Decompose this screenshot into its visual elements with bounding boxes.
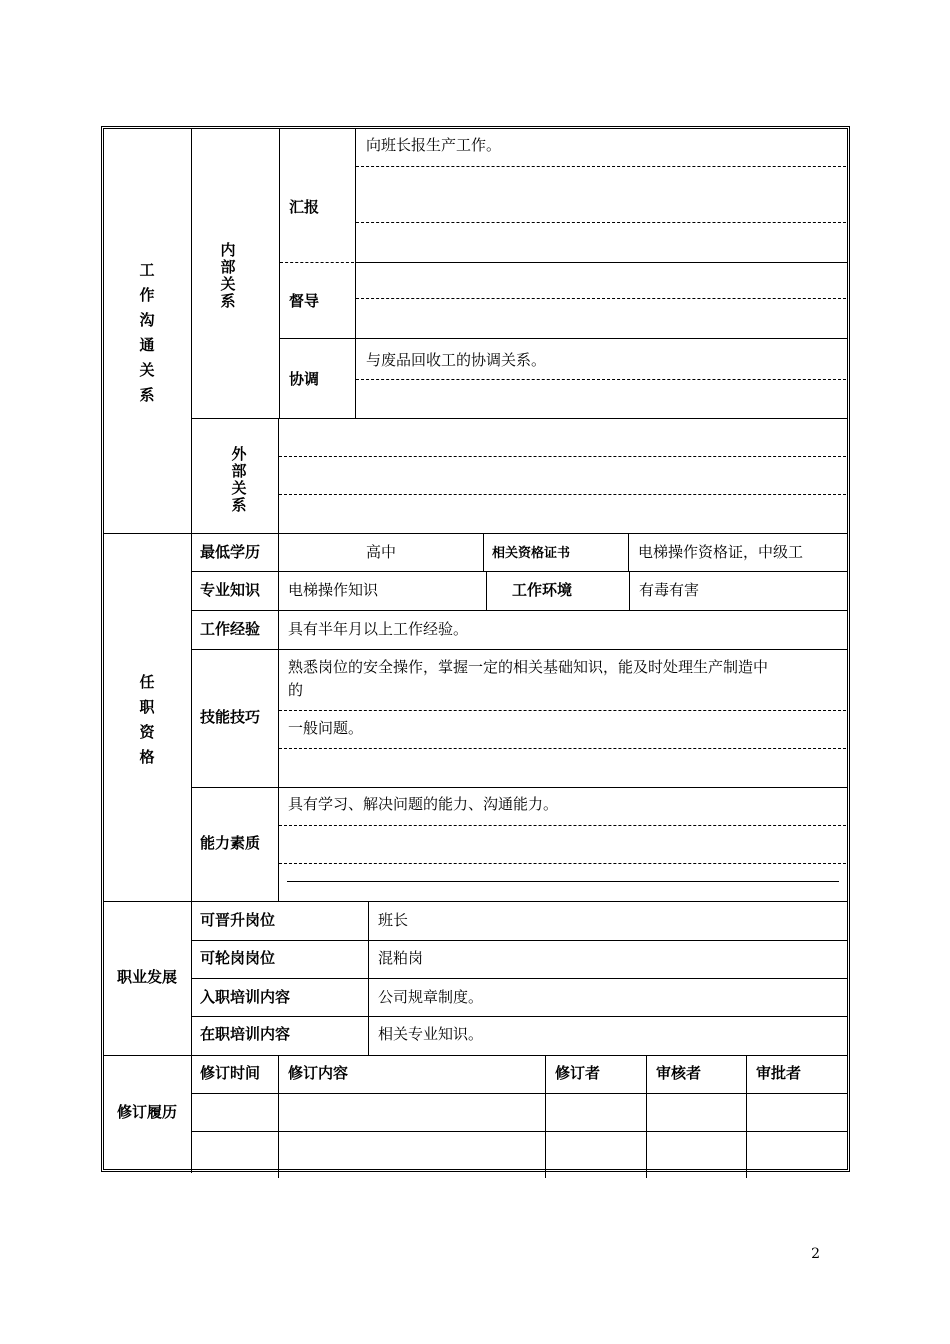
dashed-line [356,298,846,299]
onboarding-label: 入职培训内容 [200,988,291,1006]
supervise-label: 督导 [289,292,320,310]
coordinate-text: 与废品回收工的协调关系。 [366,351,547,369]
column-divider [278,418,279,533]
revision-section-label: 修订履历 [116,1103,177,1121]
dashed-line [356,379,846,380]
row-divider [191,940,848,941]
skills-line-1: 熟悉岗位的安全操作，掌握一定的相关基础知识，能及时处理生产制造中 [288,658,769,676]
column-divider [278,533,279,901]
row-divider [191,418,848,419]
dashed-line [279,825,846,826]
external-relations-label: 外 部 关 系 [231,445,247,514]
ability-value: 具有学习、解决问题的能力、沟通能力。 [288,795,559,813]
skills-label: 技能技巧 [200,708,261,726]
onboarding-value: 公司规章制度。 [378,988,484,1006]
row-divider [191,610,848,611]
rotation-value: 混粕岗 [378,949,424,967]
column-divider [486,571,487,610]
column-divider [483,533,484,571]
ability-label: 能力素质 [200,834,261,852]
report-text: 向班长报生产工作。 [366,136,502,154]
revision-header-reviewer: 审核者 [656,1064,702,1082]
row-divider [191,787,848,788]
column-divider [278,1055,279,1178]
experience-label: 工作经验 [200,620,261,638]
environment-label: 工作环境 [512,581,573,599]
skills-line-2: 的 [288,681,304,699]
coordinate-label: 协调 [289,370,320,388]
promotion-label: 可晋升岗位 [200,911,276,929]
row-divider [191,978,848,979]
certificate-label: 相关资格证书 [492,546,571,561]
knowledge-value: 电梯操作知识 [288,581,379,599]
column-divider [629,571,630,610]
revision-header-time: 修订时间 [200,1064,261,1082]
dashed-line [356,222,846,223]
dashed-line [279,494,846,495]
inservice-label: 在职培训内容 [200,1025,291,1043]
dashed-line [279,748,846,749]
page-number: 2 [811,1246,820,1262]
promotion-value: 班长 [378,911,409,929]
row-divider [191,571,848,572]
experience-value: 具有半年月以上工作经验。 [288,620,469,638]
row-divider [280,338,848,339]
column-divider [746,1055,747,1178]
column-divider [545,1055,546,1178]
column-divider [646,1055,647,1178]
dashed-line [279,710,846,711]
knowledge-label: 专业知识 [200,581,261,599]
row-divider [191,1131,848,1132]
internal-relations-label: 内 部 关 系 [220,241,236,310]
certificate-value: 电梯操作资格证，中级工 [638,543,804,561]
min-education-value: 高中 [365,543,396,561]
rotation-label: 可轮岗岗位 [200,949,276,967]
communication-section-label: 工 作 沟 通 关 系 [139,261,155,404]
row-divider [191,1093,848,1094]
section-divider [103,901,848,902]
dashed-line [279,456,846,457]
column-divider [279,128,280,418]
section-divider [103,533,848,534]
row-divider [191,1016,848,1017]
section-divider [103,1055,848,1056]
column-divider [628,533,629,571]
skills-line-3: 一般问题。 [288,719,364,737]
row-divider [191,649,848,650]
min-education-label: 最低学历 [200,543,261,561]
career-section-label: 职业发展 [116,968,177,986]
column-divider [355,128,356,418]
dashed-line [356,166,846,167]
dashed-line [280,262,354,263]
revision-header-reviser: 修订者 [555,1064,601,1082]
row-divider [356,262,848,263]
dashed-line [279,863,846,864]
environment-value: 有毒有害 [639,581,700,599]
qualification-section-label: 任 职 资 格 [139,673,155,766]
revision-header-content: 修订内容 [288,1064,349,1082]
underline [287,881,839,882]
inservice-value: 相关专业知识。 [378,1025,484,1043]
report-label: 汇报 [289,198,320,216]
revision-header-approver: 审批者 [756,1064,802,1082]
